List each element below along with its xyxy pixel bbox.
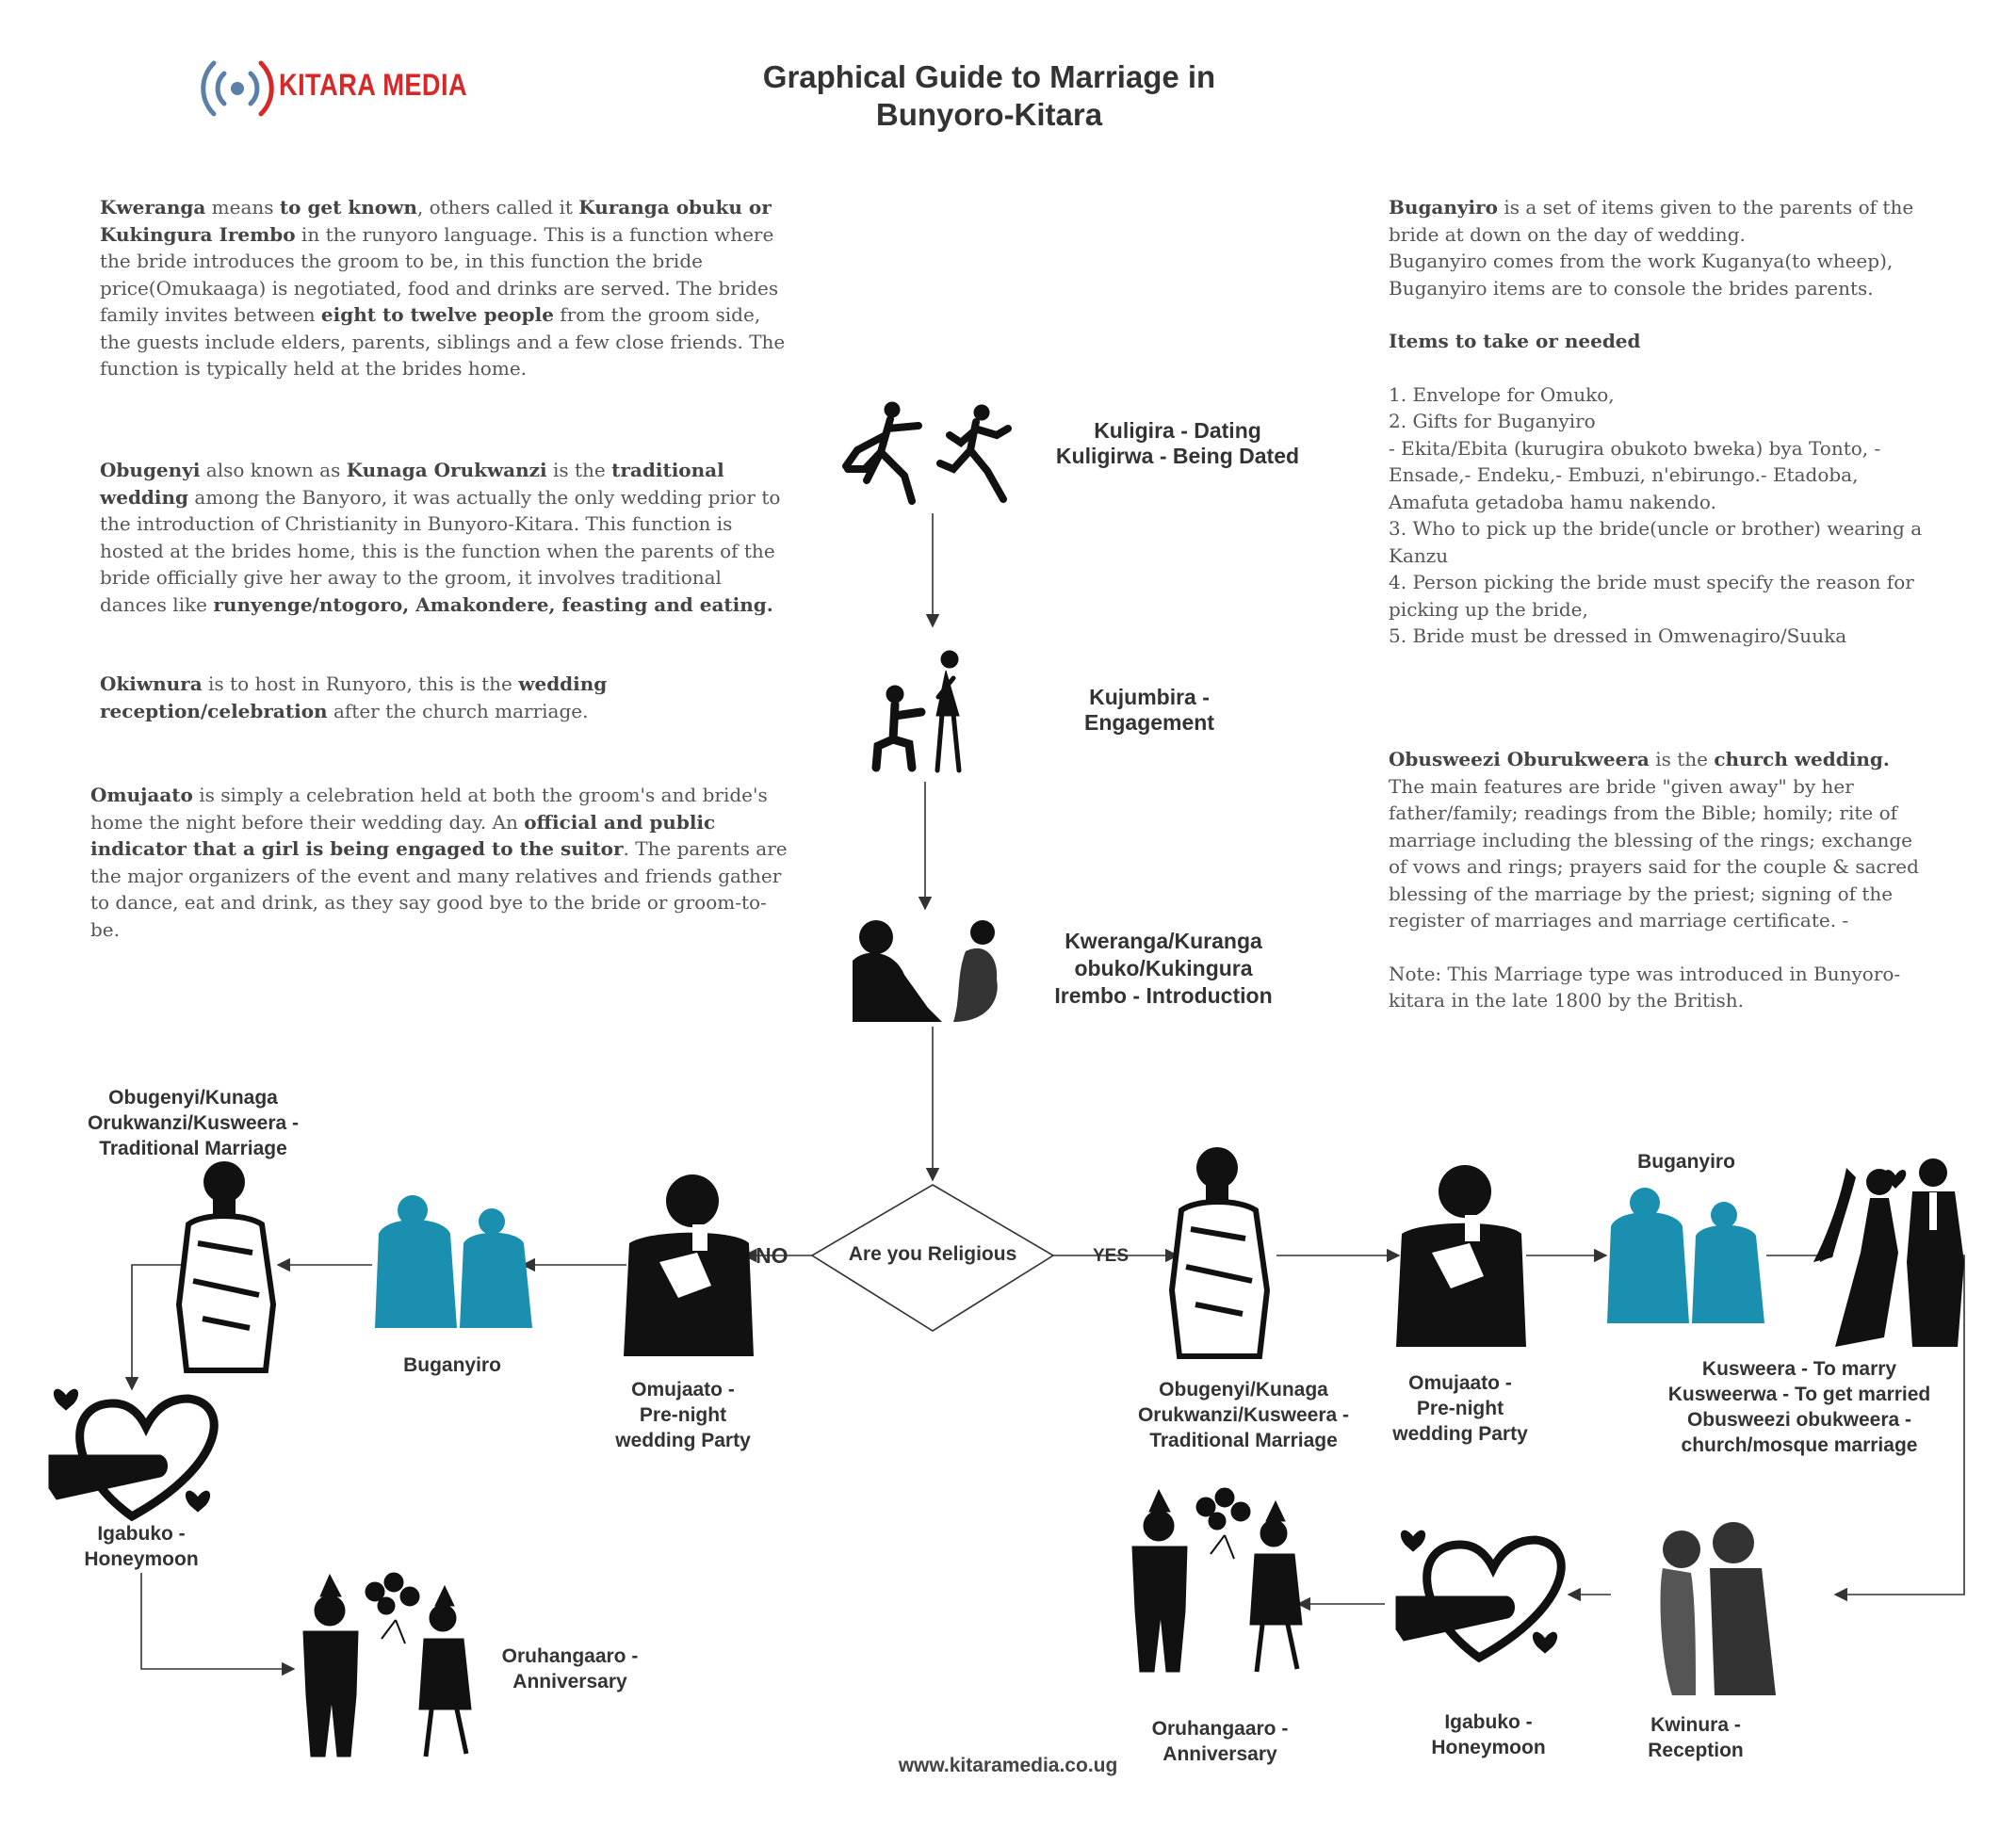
bold-text: runyenge/ntogoro, Amakondere, feasting and eating. <box>213 592 773 616</box>
right-omujaato-label: Omujaato - Pre-night wedding Party <box>1392 1372 1528 1445</box>
text-run: also known as <box>200 459 347 481</box>
item-2-detail: - Ekita/Ebita (kurugira obukoto bweka) bya Tonto, - Ensade,- Endeku,- Embuzi, n'ebirungo.- Etadoba, Amafuta getadoba hamu nakendo. <box>1389 436 1881 513</box>
text-run: means <box>205 196 280 219</box>
buganyiro-line-2: Buganyiro comes from the work Kuganya(to wheep), Buganyiro items are to console the brides parents. <box>1389 250 1894 300</box>
left-buganyiro-label: Buganyiro <box>403 1354 501 1376</box>
logo-text: KITARA MEDIA <box>279 68 468 102</box>
no-label: NO <box>756 1243 789 1268</box>
title-line-1: Graphical Guide to Marriage in <box>762 59 1216 94</box>
text-run: is the <box>546 459 612 481</box>
left-omujaato-label: Omujaato - Pre-night wedding Party <box>615 1379 751 1451</box>
bold-text: Buganyiro <box>1389 196 1499 219</box>
decision-label: Are you Religious <box>848 1243 1017 1265</box>
item-4: 4. Person picking the bride must specify the reason for picking up the bride, <box>1389 571 1914 621</box>
text-run: The main features are bride "given away" by her father/family; readings from the Bible; homily; rite of marriage including the blessing of the rings; exchange of vows and rings; prayers said for the couple & sacred blessing of the marriage by the priest; signing of the register of marriages and marriage certificate. - <box>1389 774 1919 931</box>
right-honeymoon-label: Igabuko - Honeymoon <box>1431 1711 1546 1758</box>
yes-label: YES <box>1093 1246 1130 1266</box>
right-buganyiro-label: Buganyiro <box>1637 1151 1735 1173</box>
kissing-couple-icon <box>1660 1522 1776 1695</box>
bold-text: wedding reception/celebration <box>100 672 608 722</box>
bold-text: Obusweezi Oburukweera <box>1389 748 1650 770</box>
text-run: is simply a celebration held at both the groom's and bride's home the night before their wedding day. An <box>90 784 768 834</box>
proposal-icon <box>876 651 959 770</box>
arrow-traditional-honeymoon-left <box>132 1265 184 1389</box>
item-5: 5. Bride must be dressed in Omwenagiro/Suuka <box>1389 624 1847 647</box>
text-run: . The parents are the major organizers of the event and many relatives and friends gather to dance, eat and drink, as they say good bye to the bride or groom-to-be. <box>90 837 788 941</box>
elders-icon <box>375 1195 532 1328</box>
bold-text: Obugenyi <box>100 459 201 481</box>
node-engagement-label: Kujumbira - Engagement <box>1083 685 1215 735</box>
bold-text: official and public indicator that a girl is being engaged to the suitor <box>90 810 716 860</box>
text-run: is a set of items given to the parents of the bride at down on the day of wedding. <box>1389 196 1914 246</box>
bold-text: Omujaato <box>90 784 193 806</box>
text-run: is to host in Runyoro, this is the <box>202 672 519 695</box>
right-kusweera-label: Kusweera - To marry Kusweerwa - To get married Obusweezi obukweera - church/mosque marriage <box>1667 1358 1931 1456</box>
text-run: after the church marriage. <box>327 699 589 722</box>
text-run: from the groom side, the guests include elders, parents, siblings and a few close friends. The function is typically held at the brides home. <box>100 303 786 380</box>
bold-text: Kunaga Orukwanzi <box>346 459 547 481</box>
groom-drinking-icon-right <box>1396 1165 1526 1347</box>
wedding-couple-icon <box>1813 1158 1964 1347</box>
left-anniversary-label: Oruhangaaro - Anniversary <box>501 1645 639 1692</box>
bride-icon-right <box>1172 1147 1267 1356</box>
right-traditional-label: Obugenyi/Kunaga Orukwanzi/Kusweera - Traditional Marriage <box>1137 1379 1350 1451</box>
right-anniversary-label: Oruhangaaro - Anniversary <box>1151 1718 1289 1765</box>
running-couple-icon <box>846 402 1008 501</box>
text-run: is the <box>1649 748 1715 770</box>
arrow-honeymoon-anniversary-left <box>141 1573 294 1669</box>
elders-icon-right <box>1607 1188 1764 1323</box>
heart-plane-icon <box>49 1389 214 1516</box>
left-honeymoon-label: Igabuko - Honeymoon <box>84 1523 199 1570</box>
party-couple-icon-right <box>1132 1488 1302 1672</box>
bold-text: to get known <box>279 196 417 219</box>
introduction-couple-icon <box>853 920 998 1022</box>
bold-text: traditional wedding <box>100 459 724 509</box>
text-run: , others called it <box>416 196 579 219</box>
groom-drinking-icon <box>624 1174 754 1356</box>
bold-text: Okiwnura <box>100 672 203 695</box>
bold-text: Kuranga obuku or Kukingura Irembo <box>100 196 772 246</box>
heart-plane-icon-right <box>1396 1530 1561 1658</box>
party-couple-icon-left <box>303 1573 471 1757</box>
node-dating-label: Kuligira - Dating Kuligirwa - Being Dated <box>1055 418 1300 468</box>
right-reception-label: Kwinura - Reception <box>1648 1714 1744 1761</box>
bold-text: church wedding. <box>1714 748 1890 770</box>
bold-text: eight to twelve people <box>320 303 554 326</box>
item-3: 3. Who to pick up the bride(uncle or brother) wearing a Kanzu <box>1389 517 1923 567</box>
footer-url[interactable]: www.kitaramedia.co.ug <box>898 1755 1118 1776</box>
note-text: Note: This Marriage type was introduced in Bunyoro-kitara in the late 1800 by the British. <box>1389 962 1901 1012</box>
item-1: 1. Envelope for Omuko, <box>1389 382 1615 406</box>
bride-icon <box>179 1161 273 1370</box>
text-run: among the Banyoro, it was actually the only wedding prior to the introduction of Christianity in Bunyoro-Kitara. This function is hosted at the brides home, this is the function when the parents of the bride officially give her away to the groom, it involves traditional dances like <box>100 485 781 616</box>
items-heading: Items to take or needed <box>1389 330 1641 352</box>
bold-text: Kweranga <box>100 196 206 219</box>
text-run: in the runyoro language. This is a function where the bride introduces the groom to be, in this function the bride price(Omukaaga) is negotiated, food and drinks are served. The brides family invites between <box>100 222 779 326</box>
title-line-2: Bunyoro-Kitara <box>875 97 1103 132</box>
item-2: 2. Gifts for Buganyiro <box>1389 410 1596 432</box>
left-traditional-label: Obugenyi/Kunaga Orukwanzi/Kusweera - Traditional Marriage <box>87 1087 300 1159</box>
node-introduction-label: Kweranga/Kuranga obuko/Kukingura Irembo - Introduction <box>1054 929 1273 1008</box>
